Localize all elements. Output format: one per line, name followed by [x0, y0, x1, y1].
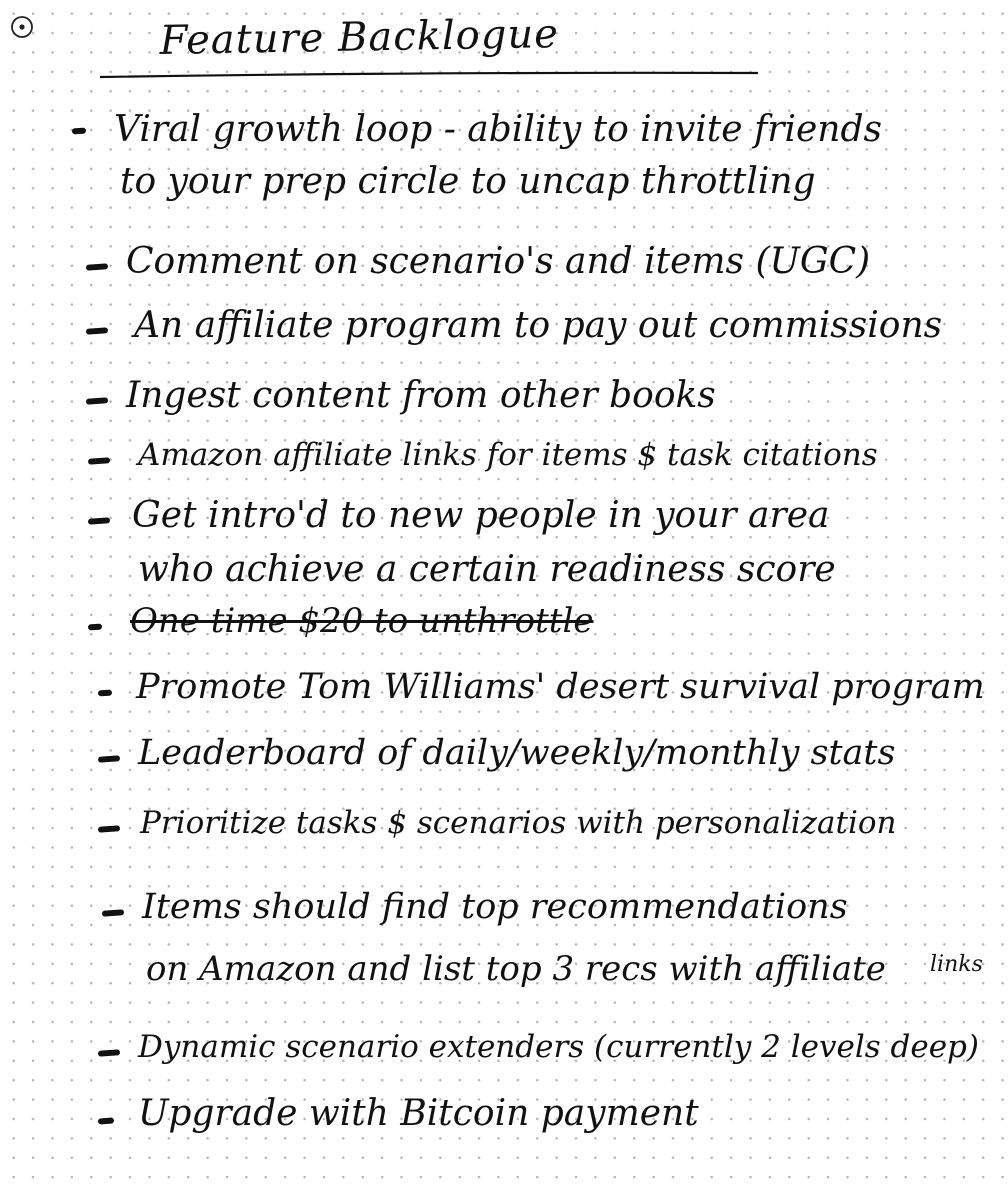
backlog-item [72, 1093, 699, 1134]
backlog-item [72, 375, 716, 416]
backlog-item-text: Get intro'd to new people in your area [132, 495, 830, 536]
backlog-item-continuation: on Amazon and list top 3 recs with affiliate [146, 949, 886, 989]
backlog-item-text: Dynamic scenario extenders (currently 2 levels deep) [138, 1029, 979, 1065]
page-title: Feature Backlogue [159, 11, 560, 64]
backlog-item-continuation: who achieve a certain readiness score [138, 549, 836, 590]
backlog-item-text: Prioritize tasks $ scenarios with personalization [140, 805, 897, 841]
backlog-item-struck [72, 601, 594, 641]
backlog-item-text: Items should find top recommendations [142, 887, 848, 927]
backlog-item-text: Leaderboard of daily/weekly/monthly stats [138, 733, 896, 773]
backlog-item-text: Ingest content from other books [126, 375, 716, 416]
backlog-item-text: One time $20 to unthrottle [130, 601, 594, 641]
backlog-item-text: Promote Tom Williams' desert survival program [136, 667, 985, 707]
title-underline [100, 70, 758, 79]
backlog-item-text: An affiliate program to pay out commissions [134, 305, 943, 346]
backlog-item-text: Comment on scenario's and items (UGC) [126, 241, 871, 282]
backlog-item-text: Upgrade with Bitcoin payment [138, 1093, 699, 1134]
backlog-item-text: Amazon affiliate links for items $ task citations [138, 437, 878, 473]
backlog-item [72, 887, 848, 927]
backlog-item [72, 733, 896, 773]
backlog-item [72, 495, 830, 536]
backlog-item-continuation: to your prep circle to uncap throttling [120, 161, 816, 202]
backlog-item [72, 805, 897, 841]
backlog-item [72, 305, 943, 346]
backlog-item [72, 1029, 979, 1065]
backlog-item-text: Viral growth loop - ability to invite friends [114, 109, 883, 150]
backlog-item [72, 241, 871, 282]
backlog-item [72, 437, 878, 473]
backlog-item [72, 109, 883, 150]
backlog-item [72, 667, 985, 707]
circle-dot-icon[interactable] [10, 15, 34, 39]
backlog-item-continuation: links [930, 952, 983, 977]
